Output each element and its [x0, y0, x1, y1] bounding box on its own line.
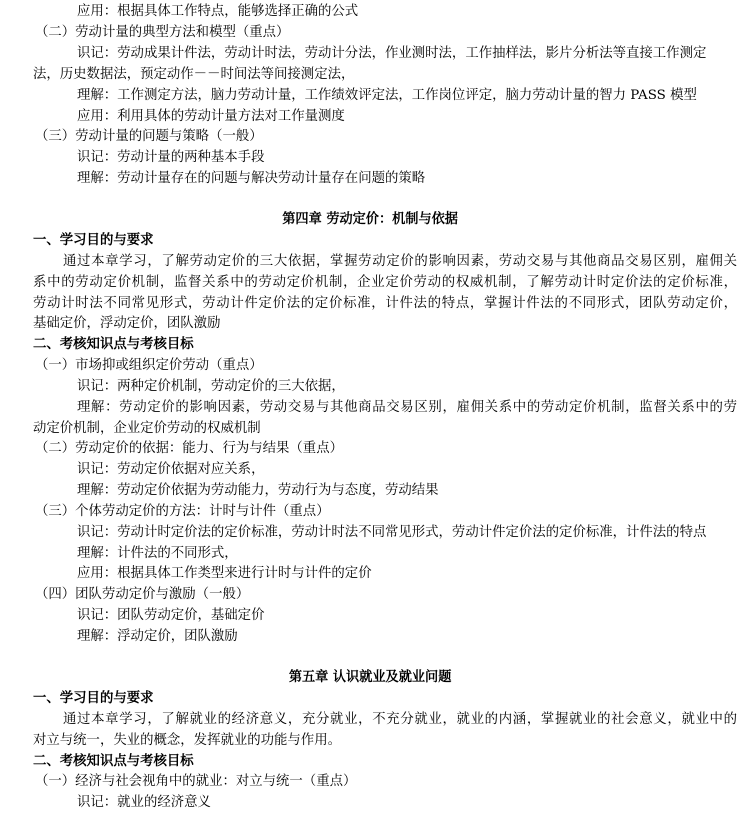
- text-line: 理解：计件法的不同形式，: [77, 546, 238, 561]
- section-heading: （一）市场抑或组织定价劳动（重点）: [35, 358, 263, 373]
- subsection-heading: 二、考核知识点与考核目标: [33, 337, 194, 352]
- section-heading: （四）团队劳动定价与激励（一般）: [35, 587, 250, 602]
- text-line: 理解：劳动定价的影响因素，劳动交易与其他商品交易区别，雇佣关系中的劳动定价机制，监督关系中的劳: [77, 400, 737, 415]
- text-line: 动定价机制，企业定价劳动的权威机制: [33, 421, 261, 436]
- text-line: 识记：劳动定价依据对应关系，: [77, 462, 265, 477]
- text-line: 识记：就业的经济意义: [77, 795, 211, 810]
- text-line: 应用：利用具体的劳动计量方法对工作量测度: [77, 109, 345, 124]
- section-heading: （一）经济与社会视角中的就业：对立与统一（重点）: [35, 774, 357, 789]
- chapter-title: 第四章 劳动定价：机制与依据: [282, 212, 458, 227]
- paragraph-line: 通过本章学习，了解就业的经济意义，充分就业，不充分就业，就业的内涵，掌握就业的社会意义，就业中的: [63, 712, 737, 727]
- paragraph-line: 对立与统一，失业的概念，发挥就业的功能与作用。: [33, 733, 341, 748]
- text-line: 应用：根据具体工作类型来进行计时与计件的定价: [77, 566, 372, 581]
- chapter-title: 第五章 认识就业及就业问题: [288, 670, 452, 685]
- subsection-heading: 二、考核知识点与考核目标: [33, 754, 194, 769]
- subsection-heading: 一、学习目的与要求: [33, 233, 154, 248]
- section-heading: （三）劳动计量的问题与策略（一般）: [35, 129, 263, 144]
- text-line: 理解：工作测定方法，脑力劳动计量，工作绩效评定法，工作岗位评定，脑力劳动计量的智力 PASS 模型: [77, 88, 697, 103]
- text-line: 理解：劳动计量存在的问题与解决劳动计量存在问题的策略: [77, 171, 426, 186]
- section-heading: （三）个体劳动定价的方法：计时与计件（重点）: [35, 504, 330, 519]
- section-heading: （二）劳动定价的依据：能力、行为与结果（重点）: [35, 441, 343, 456]
- paragraph-line: 通过本章学习，了解劳动定价的三大依据，掌握劳动定价的影响因素，劳动交易与其他商品交易区别，雇佣关: [63, 254, 737, 269]
- text-line: 应用：根据具体工作特点，能够选择正确的公式: [77, 4, 359, 19]
- paragraph-line: 劳动计时法不同常见形式，劳动计件定价法的定价标准，计件法的特点，掌握计件法的不同形式，团队劳动定价，: [33, 296, 737, 311]
- text-line: 理解：劳动定价依据为劳动能力，劳动行为与态度，劳动结果: [77, 483, 439, 498]
- section-heading: （二）劳动计量的典型方法和模型（重点）: [35, 25, 290, 40]
- text-line: 识记：团队劳动定价，基础定价: [77, 608, 265, 623]
- text-line: 识记：劳动成果计件法，劳动计时法，劳动计分法，作业测时法，工作抽样法，影片分析法等直接工作测定: [77, 46, 707, 61]
- text-line: 理解：浮动定价，团队激励: [77, 629, 238, 644]
- paragraph-line: 基础定价，浮动定价，团队激励: [33, 316, 221, 331]
- subsection-heading: 一、学习目的与要求: [33, 691, 154, 706]
- text-line: 法，历史数据法，预定动作－－时间法等间接测定法，: [33, 67, 355, 82]
- text-line: 识记：劳动计量的两种基本手段: [77, 150, 265, 165]
- text-line: 识记：劳动计时定价法的定价标准，劳动计时法不同常见形式，劳动计件定价法的定价标准，计件法的特点: [77, 525, 707, 540]
- paragraph-line: 系中的劳动定价机制，监督关系中的劳动定价机制，企业定价劳动的权威机制，了解劳动计时定价法的定价标准，: [33, 275, 737, 290]
- text-line: 识记：两种定价机制，劳动定价的三大依据，: [77, 379, 345, 394]
